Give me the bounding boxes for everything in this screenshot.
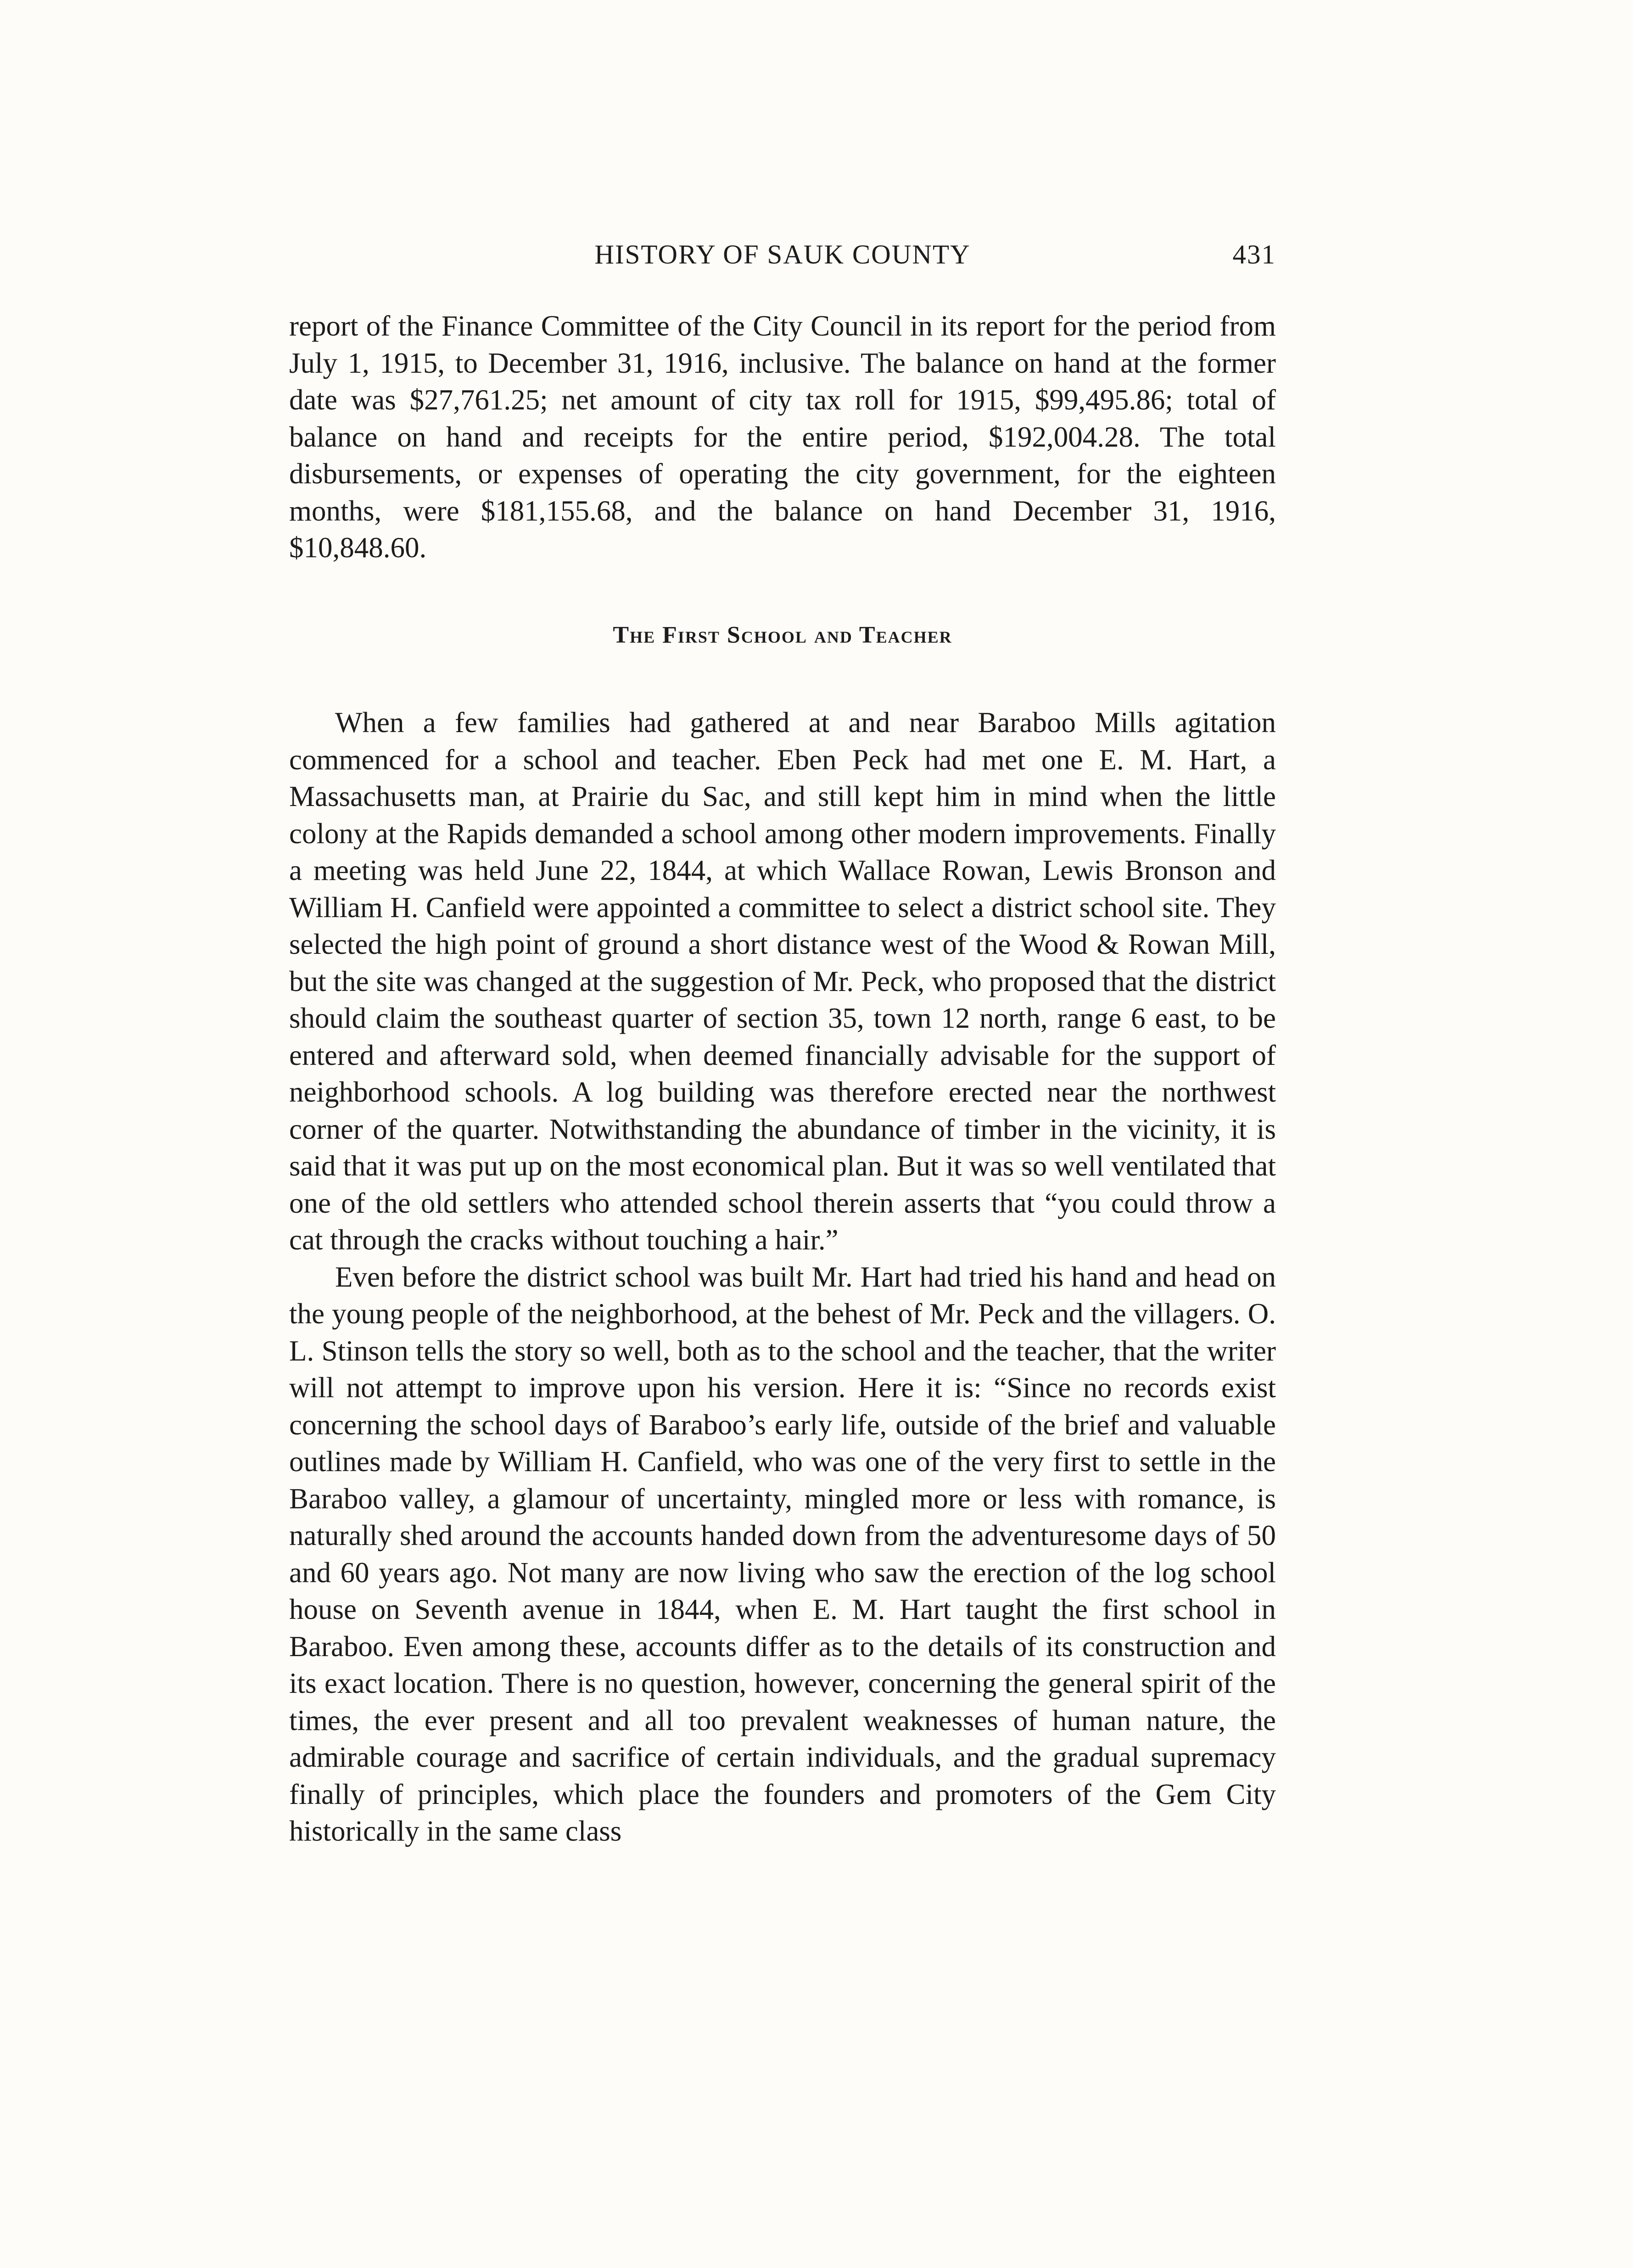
page-number: 431 xyxy=(1232,239,1276,269)
section-heading: The First School and Teacher xyxy=(613,622,952,648)
body-text xyxy=(289,308,1276,1850)
paragraph: When a few families had gathered at and near Baraboo Mills agitation commenced for a school and teacher. Eben Peck had met one E. M. Hart, a Massachusetts man, at Prairie du Sac, and still kept him in mind when the little colony at the Rapids demanded a school among other modern improvements. Finally a meeting was held June 22, 1844, at which Wallace Rowan, Lewis Bronson and William H. Canfield were appointed a committee to select a district school site. They selected the high point of ground a short distance west of the Wood & Rowan Mill, but the site was changed at the suggestion of Mr. Peck, who proposed that the district should claim the southeast quarter of section 35, town 12 north, range 6 east, to be entered and afterward sold, when deemed financially advisable for the support of neighborhood schools. A log building was therefore erected near the northwest corner of the quarter. Notwithstanding the abundance of timber in the vicinity, it is said that it was put up on the most economical plan. But it was so well ventilated that one of the old settlers who attended school therein asserts that “you could throw a cat through the cracks without touching a hair.” xyxy=(289,706,1276,1256)
document-page xyxy=(289,239,1276,1850)
running-header xyxy=(289,239,1276,280)
paragraph: Even before the district school was built Mr. Hart had tried his hand and head on the young people of the neighborhood, at the behest of Mr. Peck and the villagers. O. L. Stinson tells the story so well, both as to the school and the teacher, that the writer will not attempt to improve upon his version. Here it is: “Since no records exist concerning the school days of Baraboo’s early life, outside of the brief and valuable outlines made by William H. Canfield, who was one of the very first to settle in the Baraboo valley, a glamour of uncertainty, mingled more or less with romance, is naturally shed around the accounts handed down from the adventuresome days of 50 and 60 years ago. Not many are now living who saw the erection of the log school house on Seventh avenue in 1844, when E. M. Hart taught the first school in Baraboo. Even among these, accounts differ as to the details of its construction and its exact location. There is no question, however, concerning the general spirit of the times, the ever present and all too prevalent weaknesses of human nature, the admirable courage and sacrifice of certain individuals, and the gradual supremacy finally of principles, which place the founders and promoters of the Gem City historically in the same class xyxy=(289,1260,1276,1847)
paragraph-continued: report of the Finance Committee of the City Council in its report for the period from July 1, 1915, to December 31, 1916, inclusive. The balance on hand at the former date was $27,761.25; net amount of city tax roll for 1915, $99,495.86; total of balance on hand and receipts for the entire period, $192,004.28. The total disbursements, or expenses of operating the city government, for the eighteen months, were $181,155.68, and the balance on hand December 31, 1916, $10,848.60. xyxy=(289,310,1276,564)
header-title: HISTORY OF SAUK COUNTY xyxy=(594,239,971,269)
